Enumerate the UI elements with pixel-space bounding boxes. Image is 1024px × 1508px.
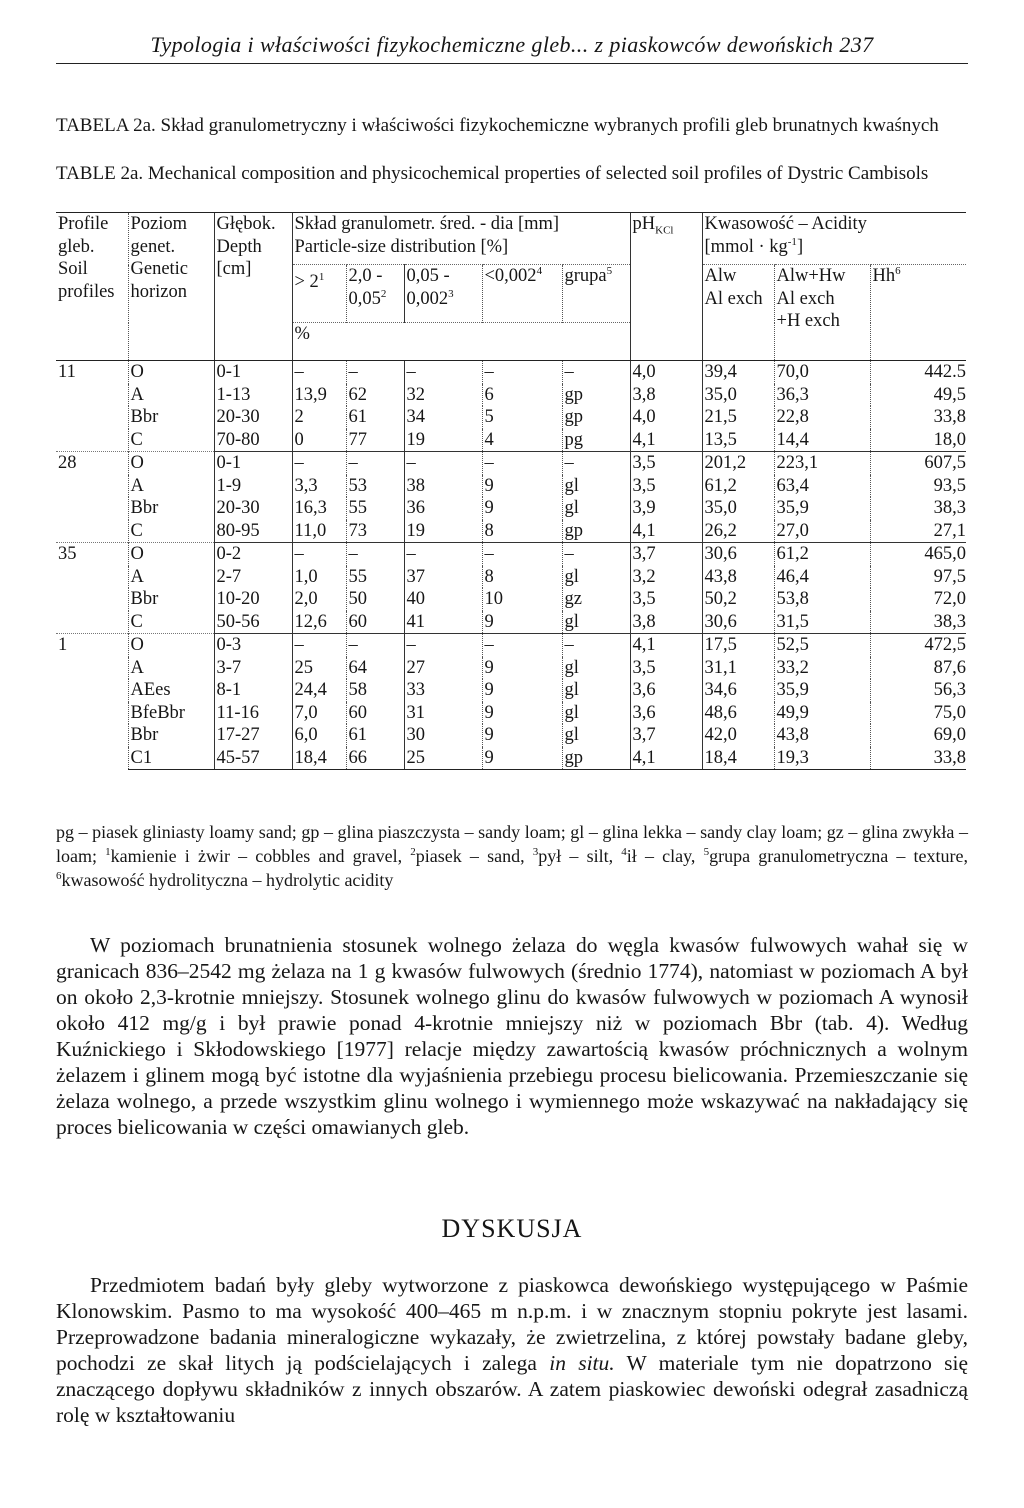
texture-cell: gl (562, 657, 630, 680)
horizon-cell: O (128, 634, 214, 657)
silt-cell: 19 (404, 429, 482, 452)
table-caption-english: TABLE 2a. Mechanical composition and physicochemical properties of selected soil profiles of Dystric Cambisols (56, 163, 929, 184)
ph-cell: 3,6 (630, 702, 702, 725)
header-grupa: grupa$^5$ (562, 265, 630, 323)
table-row (56, 384, 966, 407)
horizon-cell: O (128, 543, 214, 566)
alw-hw-cell: 36,3 (774, 384, 870, 407)
header-composition: Skład granulometr. śred. - dia [mm] Particle-size distribution [%] (292, 213, 630, 265)
silt-cell: – (404, 361, 482, 384)
header-profile: Profile gleb. Soil profiles (56, 213, 128, 361)
table-row (56, 361, 966, 384)
hh-cell: 607,5 (870, 452, 966, 475)
hh-cell: 18,0 (870, 429, 966, 452)
ph-cell: 4,1 (630, 747, 702, 770)
hh-cell: 56,3 (870, 679, 966, 702)
alw-cell: 42,0 (702, 724, 774, 747)
profile-number-cell: 28 (56, 452, 128, 543)
table-row (56, 497, 966, 520)
hh-cell: 472,5 (870, 634, 966, 657)
ph-cell: 3,8 (630, 611, 702, 634)
alw-hw-cell: 14,4 (774, 429, 870, 452)
depth-cell: 3-7 (214, 657, 292, 680)
depth-cell: 50-56 (214, 611, 292, 634)
table-row (56, 611, 966, 634)
silt-cell: 19 (404, 520, 482, 543)
texture-cell: gl (562, 497, 630, 520)
texture-cell: gp (562, 384, 630, 407)
table-row (56, 406, 966, 429)
alw-cell: 34,6 (702, 679, 774, 702)
texture-cell: gl (562, 702, 630, 725)
running-header: Typologia i właściwości fizykochemiczne gleb... z piaskowców dewońskich 237 (150, 32, 874, 57)
horizon-cell: Bbr (128, 497, 214, 520)
horizon-cell: C (128, 520, 214, 543)
sand-cell: – (346, 452, 404, 475)
profile-number-cell: 1 (56, 634, 128, 770)
depth-cell: 70-80 (214, 429, 292, 452)
alw-cell: 48,6 (702, 702, 774, 725)
ph-cell: 3,5 (630, 452, 702, 475)
stones-cell: – (292, 361, 346, 384)
clay-cell: 9 (482, 702, 562, 725)
depth-cell: 45-57 (214, 747, 292, 770)
silt-cell: 37 (404, 566, 482, 589)
alw-cell: 50,2 (702, 588, 774, 611)
clay-cell: – (482, 361, 562, 384)
table-row (56, 702, 966, 725)
depth-cell: 1-9 (214, 475, 292, 498)
alw-cell: 13,5 (702, 429, 774, 452)
alw-cell: 30,6 (702, 543, 774, 566)
stones-cell: 7,0 (292, 702, 346, 725)
horizon-cell: A (128, 475, 214, 498)
clay-cell: 9 (482, 475, 562, 498)
depth-cell: 0-1 (214, 452, 292, 475)
stones-cell: – (292, 634, 346, 657)
header-acidity: Kwasowość – Acidity [mmol · $kg^{-1}$] (702, 213, 966, 265)
silt-cell: 31 (404, 702, 482, 725)
ph-cell: 3,6 (630, 679, 702, 702)
table-row (56, 724, 966, 747)
header-alw: Alw Al exch (702, 265, 774, 361)
table-row (56, 747, 966, 770)
hh-cell: 465,0 (870, 543, 966, 566)
hh-cell: 27,1 (870, 520, 966, 543)
depth-cell: 11-16 (214, 702, 292, 725)
texture-cell: gz (562, 588, 630, 611)
alw-hw-cell: 22,8 (774, 406, 870, 429)
header-ph: $pH_{KCl}$ (630, 213, 702, 361)
sand-cell: 77 (346, 429, 404, 452)
ph-cell: 3,5 (630, 475, 702, 498)
alw-hw-cell: 61,2 (774, 543, 870, 566)
clay-cell: 8 (482, 520, 562, 543)
clay-cell: 9 (482, 724, 562, 747)
silt-cell: 41 (404, 611, 482, 634)
texture-cell: gp (562, 406, 630, 429)
clay-cell: 9 (482, 747, 562, 770)
table-row (56, 543, 966, 566)
hh-cell: 49,5 (870, 384, 966, 407)
alw-cell: 18,4 (702, 747, 774, 770)
clay-cell: 5 (482, 406, 562, 429)
stones-cell: 3,3 (292, 475, 346, 498)
sand-cell: 62 (346, 384, 404, 407)
horizon-cell: BfeBbr (128, 702, 214, 725)
header-gt2: > $2^1$ (292, 265, 346, 323)
texture-cell: – (562, 543, 630, 566)
texture-cell: gp (562, 747, 630, 770)
ph-cell: 4,1 (630, 429, 702, 452)
paragraph-iron-aluminium: W poziomach brunatnienia stosunek wolnego żelaza do węgla kwasów fulwowych wahał się w granicach 836–2542 mg żelaza na 1 g kwasów fulwowych (średnio 1774), natomiast w poziomach A był on około 2,3-krotnie mniejszy. Stosunek wolnego glinu do kwasów fulwowych w poziomach A wynosił około 412 mg/g i był prawie ponad 4-krotnie mniejszy niż w poziomach Bbr (tab. 4). Według Kuźnickiego i Skłodowskiego [1977] relacje między zawartością kwasów próchnicznych a wolnym żelazem i glinem mogą być istotne dla wyjaśnienia przebiegu procesu bielicowania. Przemieszczanie się żelaza wolnego, a przede wszystkim glinu wolnego i wymiennego może wskazywać na nakładający się proces bielicowania w części omawianych gleb. (56, 933, 968, 1139)
sand-cell: – (346, 634, 404, 657)
clay-cell: 9 (482, 497, 562, 520)
silt-cell: – (404, 452, 482, 475)
ph-cell: 3,2 (630, 566, 702, 589)
stones-cell: 1,0 (292, 566, 346, 589)
sand-cell: 61 (346, 724, 404, 747)
clay-cell: 9 (482, 657, 562, 680)
horizon-cell: Bbr (128, 724, 214, 747)
horizon-cell: A (128, 657, 214, 680)
alw-hw-cell: 43,8 (774, 724, 870, 747)
header-silt: 0,05 - 0,002$^3$ (404, 265, 482, 323)
hh-cell: 93,5 (870, 475, 966, 498)
profile-number-cell: 35 (56, 543, 128, 634)
table-caption-polish: TABELA 2a. Skład granulometryczny i właściwości fizykochemiczne wybranych profili gleb brunatnych kwaśnych (56, 115, 939, 136)
header-horizon: Poziom genet. Genetic horizon (128, 213, 214, 361)
hh-cell: 38,3 (870, 611, 966, 634)
profile-number-cell: 11 (58, 362, 76, 382)
stones-cell: 2 (292, 406, 346, 429)
alw-hw-cell: 52,5 (774, 634, 870, 657)
hh-cell: 442.5 (870, 361, 966, 384)
hh-cell: 87,6 (870, 657, 966, 680)
silt-cell: 40 (404, 588, 482, 611)
stones-cell: 12,6 (292, 611, 346, 634)
alw-hw-cell: 19,3 (774, 747, 870, 770)
ph-cell: 4,1 (630, 634, 702, 657)
alw-cell: 35,0 (702, 497, 774, 520)
ph-cell: 4,1 (630, 520, 702, 543)
alw-cell: 61,2 (702, 475, 774, 498)
stones-cell: 24,4 (292, 679, 346, 702)
header-percent: % (292, 323, 630, 361)
horizon-cell: C (128, 429, 214, 452)
stones-cell: 16,3 (292, 497, 346, 520)
alw-hw-cell: 46,4 (774, 566, 870, 589)
table-row (56, 679, 966, 702)
depth-cell: 0-2 (214, 543, 292, 566)
table-row (56, 634, 966, 657)
silt-cell: 25 (404, 747, 482, 770)
silt-cell: 34 (404, 406, 482, 429)
depth-cell: 17-27 (214, 724, 292, 747)
clay-cell: 9 (482, 611, 562, 634)
ph-cell: 3,9 (630, 497, 702, 520)
hh-cell: 75,0 (870, 702, 966, 725)
alw-cell: 17,5 (702, 634, 774, 657)
header-clay: $<0,002^4$ (482, 265, 562, 323)
texture-cell: – (562, 361, 630, 384)
silt-cell: 32 (404, 384, 482, 407)
stones-cell: – (292, 452, 346, 475)
texture-cell: – (562, 452, 630, 475)
ph-cell: 4,0 (630, 406, 702, 429)
stones-cell: 6,0 (292, 724, 346, 747)
alw-hw-cell: 53,8 (774, 588, 870, 611)
header-alw-hw: Alw+Hw Al exch +H exch (774, 265, 870, 361)
table-row (56, 520, 966, 543)
header-hh: Hh$^6$ (870, 265, 966, 361)
clay-cell: 10 (482, 588, 562, 611)
stones-cell: 18,4 (292, 747, 346, 770)
clay-cell: 8 (482, 566, 562, 589)
texture-cell: gl (562, 475, 630, 498)
texture-cell: gl (562, 679, 630, 702)
sand-cell: 50 (346, 588, 404, 611)
stones-cell: – (292, 543, 346, 566)
horizon-cell: Bbr (128, 588, 214, 611)
hh-cell: 33,8 (870, 406, 966, 429)
alw-cell: 35,0 (702, 384, 774, 407)
ph-cell: 3,8 (630, 384, 702, 407)
alw-cell: 39,4 (702, 361, 774, 384)
silt-cell: 30 (404, 724, 482, 747)
table-row (56, 657, 966, 680)
horizon-cell: O (128, 452, 214, 475)
hh-cell: 69,0 (870, 724, 966, 747)
horizon-cell: A (128, 566, 214, 589)
depth-cell: 8-1 (214, 679, 292, 702)
stones-cell: 25 (292, 657, 346, 680)
stones-cell: 11,0 (292, 520, 346, 543)
depth-cell: 0-1 (214, 361, 292, 384)
depth-cell: 0-3 (214, 634, 292, 657)
table-row (56, 588, 966, 611)
horizon-cell: O (128, 361, 214, 384)
clay-cell: – (482, 543, 562, 566)
horizon-cell: Bbr (128, 406, 214, 429)
header-rule (56, 63, 968, 64)
silt-cell: 33 (404, 679, 482, 702)
horizon-cell: AEes (128, 679, 214, 702)
alw-cell: 31,1 (702, 657, 774, 680)
table-legend: pg – piasek gliniasty loamy sand; gp – glina piaszczysta – sandy loam; gl – glina lekka – sandy clay loam; gz – glina zwykła – loam; $^1$kamienie i żwir – cobbles and gravel, $^2$piasek – sand, $^3$pył – silt, $^4$ił – clay, $^5$grupa granulometryczna – texture, $^6$kwasowość hydrolityczna – hydrolytic acidity (56, 822, 969, 890)
horizon-cell: C (128, 611, 214, 634)
silt-cell: 36 (404, 497, 482, 520)
clay-cell: 6 (482, 384, 562, 407)
sand-cell: 73 (346, 520, 404, 543)
texture-cell: gp (562, 520, 630, 543)
hh-cell: 72,0 (870, 588, 966, 611)
alw-hw-cell: 31,5 (774, 611, 870, 634)
header-sand: 2,0 - 0,05$^2$ (346, 265, 404, 323)
sand-cell: 66 (346, 747, 404, 770)
hh-cell: 97,5 (870, 566, 966, 589)
alw-hw-cell: 70,0 (774, 361, 870, 384)
alw-hw-cell: 63,4 (774, 475, 870, 498)
sand-cell: 58 (346, 679, 404, 702)
stones-cell: 13,9 (292, 384, 346, 407)
sand-cell: 53 (346, 475, 404, 498)
sand-cell: 61 (346, 406, 404, 429)
ph-cell: 3,5 (630, 657, 702, 680)
table-row (56, 429, 966, 452)
texture-cell: gl (562, 611, 630, 634)
alw-cell: 21,5 (702, 406, 774, 429)
silt-cell: – (404, 543, 482, 566)
ph-cell: 3,7 (630, 724, 702, 747)
alw-hw-cell: 33,2 (774, 657, 870, 680)
table-row (56, 566, 966, 589)
soil-properties-table (56, 212, 966, 770)
sand-cell: 64 (346, 657, 404, 680)
alw-hw-cell: 35,9 (774, 679, 870, 702)
table-row (56, 475, 966, 498)
sand-cell: 55 (346, 566, 404, 589)
sand-cell: 60 (346, 702, 404, 725)
paragraph-discussion: Przedmiotem badań były gleby wytworzone z piaskowca dewońskiego występującego w Paśmie Klonowskim. Pasmo to ma wysokość 400–465 m n.p.m. i w znacznym stopniu pokryte jest lasami. Przeprowadzone badania mineralogiczne wykazały, że zwietrzelina, z której powstały badane gleby, pochodzi ze skał litych ją podścielających i zalega in situ. W materiale tym nie dopatrzono się znaczącego dopływu składników z innych obszarów. A zatem piaskowiec dewoński odegrał zasadniczą rolę w kształtowaniu (56, 1273, 968, 1427)
hh-cell: 38,3 (870, 497, 966, 520)
clay-cell: – (482, 452, 562, 475)
silt-cell: 27 (404, 657, 482, 680)
alw-hw-cell: 27,0 (774, 520, 870, 543)
stones-cell: 2,0 (292, 588, 346, 611)
texture-cell: pg (562, 429, 630, 452)
alw-cell: 43,8 (702, 566, 774, 589)
sand-cell: – (346, 361, 404, 384)
silt-cell: 38 (404, 475, 482, 498)
depth-cell: 20-30 (214, 406, 292, 429)
clay-cell: – (482, 634, 562, 657)
sand-cell: 55 (346, 497, 404, 520)
depth-cell: 2-7 (214, 566, 292, 589)
table-body (56, 361, 966, 770)
horizon-cell: C1 (128, 747, 214, 770)
ph-cell: 4,0 (630, 361, 702, 384)
stones-cell: 0 (292, 429, 346, 452)
alw-hw-cell: 223,1 (774, 452, 870, 475)
depth-cell: 20-30 (214, 497, 292, 520)
table-row (56, 452, 966, 475)
alw-cell: 201,2 (702, 452, 774, 475)
alw-hw-cell: 49,9 (774, 702, 870, 725)
depth-cell: 1-13 (214, 384, 292, 407)
alw-hw-cell: 35,9 (774, 497, 870, 520)
sand-cell: 60 (346, 611, 404, 634)
ph-cell: 3,7 (630, 543, 702, 566)
sand-cell: – (346, 543, 404, 566)
section-heading-discussion: DYSKUSJA (441, 1214, 583, 1243)
alw-cell: 30,6 (702, 611, 774, 634)
hh-cell: 33,8 (870, 747, 966, 770)
header-depth: Głębok. Depth [cm] (214, 213, 292, 361)
alw-cell: 26,2 (702, 520, 774, 543)
texture-cell: – (562, 634, 630, 657)
texture-cell: gl (562, 724, 630, 747)
clay-cell: 9 (482, 679, 562, 702)
silt-cell: – (404, 634, 482, 657)
depth-cell: 80-95 (214, 520, 292, 543)
texture-cell: gl (562, 566, 630, 589)
depth-cell: 10-20 (214, 588, 292, 611)
ph-cell: 3,5 (630, 588, 702, 611)
horizon-cell: A (128, 384, 214, 407)
clay-cell: 4 (482, 429, 562, 452)
